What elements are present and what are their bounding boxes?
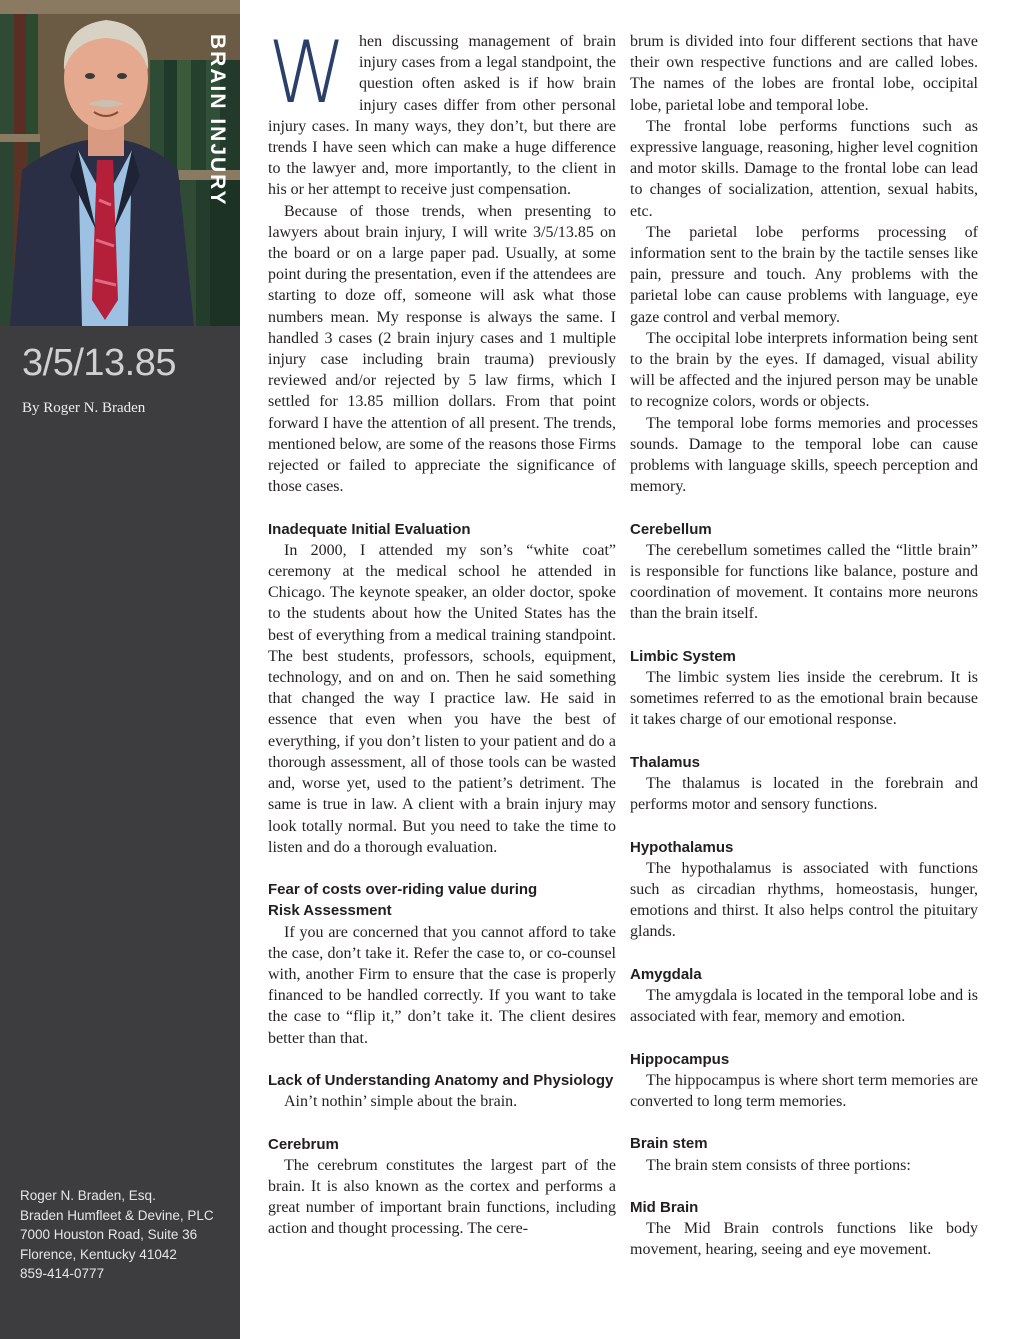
section-label: BRAIN INJURY [206,34,229,207]
author-sidebar [0,0,240,1339]
heading-hypothalamus: Hypothalamus [630,838,734,856]
heading-cerebellum: Cerebellum [630,520,712,538]
author-contact-block [20,1186,214,1284]
byline: By Roger N. Braden [22,400,146,416]
heading-fear-of-costs [268,879,616,921]
paragraph: The temporal lobe forms memories and processes sounds. Damage to the temporal lobe can cause problems with language skills, speech perception and memory. [630,414,978,496]
author-firm: Braden Humfleet & Devine, PLC [20,1207,214,1223]
author-name: Roger N. Braden, Esq. [20,1188,156,1203]
heading-hippocampus: Hippocampus [630,1050,730,1068]
drop-cap: W [268,23,347,123]
heading-amygdala: Amygdala [630,965,702,983]
paragraph: Ain’t nothin’ simple about the brain. [284,1093,518,1111]
paragraph: The Mid Brain controls functions like body movement, hearing, seeing and eye movement. [630,1220,978,1259]
paragraph: The occipital lobe interprets information being sent to the brain by the eyes. If damaged, visual ability will be affected and the injured person may be unable to recognize colors, words or objects. [630,329,978,411]
author-street: 7000 Houston Road, Suite 36 [20,1227,198,1243]
heading-anatomy: Lack of Understanding Anatomy and Physiology [268,1071,614,1089]
author-city: Florence, Kentucky 41042 [20,1246,177,1262]
intro-paragraph [268,23,616,201]
paragraph: Because of those trends, when presenting to lawyers about brain injury, I will write 3/5/13.85 on the board or on a large paper pad. Usually, at some point during the presentation, even if the attendees are starting to doze off, someone will ask what those numbers mean. My response is always the same. I handled 3 cases (2 brain injury cases and 1 multiple injury case including brain trauma) previously reviewed and/or rejected by 5 law firms, which I settled for 13.85 million dollars. From that point forward I have the attention of all present. The trends, mentioned below, are some of the reasons those Firms rejected or failed to appreciate the significance of those cases. [268,202,616,496]
paragraph: In 2000, I attended my son’s “white coat” ceremony at the medical school he attended in Chicago. The keynote speaker, an older doctor, spoke to the students about how the United States has the best of everything from a medical training standpoint. The best students, professors, schools, equipment, technology, and on and on. Then he said something that changed the way I practice law. He said in essence that even when you have the best of everything, if you don’t listen to your patient and do a thorough assessment, all of those tools can be wasted and, worse yet, used to the patient’s detriment. The same is true in law. A client with a brain injury may look totally normal. But you need to take the time to listen and do a thorough evaluation. [268,541,616,856]
paragraph: The limbic system lies inside the cerebrum. It is sometimes referred to as the emotional brain because it takes charge of our emotional response. [630,669,978,729]
paragraph: The hippocampus is where short term memories are converted to long term memories. [630,1071,978,1111]
heading-line: Risk Assessment [268,902,392,920]
paragraph: The hypothalamus is associated with functions such as circadian rhythms, homeostasis, hunger, emotions and thirst. It also helps control the pituitary glands. [630,859,978,941]
heading-limbic-system: Limbic System [630,647,736,665]
author-phone: 859-414-0777 [20,1266,105,1282]
heading-mid-brain: Mid Brain [630,1199,699,1217]
author-photo [0,0,240,326]
heading-initial-evaluation: Inadequate Initial Evaluation [268,520,471,538]
heading-cerebrum: Cerebrum [268,1135,339,1153]
paragraph: The brain stem consists of three portions: [646,1156,911,1174]
heading-thalamus: Thalamus [630,753,701,771]
intro-text: hen discussing management of brain injury cases from a legal standpoint, the question often asked is if how brain injury cases differ from other personal injury cases. In many ways, they don’t, but there are trends I have seen which can make a huge difference to the lawyer and, more importantly, to the client in his or her attempt to receive just compensation. [268,33,616,199]
paragraph: The frontal lobe performs functions such as expressive language, reasoning, higher level cognition and motor skills. Damage to the frontal lobe can lead to changes of socialization, attention, sexual habits, etc. [630,117,978,220]
article-column-1 [268,23,616,1240]
heading-line: Fear of costs over-riding value during [268,881,538,899]
paragraph-cerebrum: The cerebrum constitutes the largest part of the brain. It is also known as the cortex and performs a great number of important brain functions, including action and thought processing. The cere- [268,1156,616,1238]
paragraph: The cerebellum sometimes called the “little brain” is responsible for functions like balance, posture and coordination of movement. It contains more neurons than the brain itself. [630,541,978,623]
article-column-2 [630,31,978,1261]
paragraph: The parietal lobe performs processing of information sent to the brain by the tactile senses like pain, pressure and touch. Any problems with the parietal lobe can cause problems with language, eye gaze control and verbal memory. [630,223,978,326]
heading-brain-stem: Brain stem [630,1135,708,1153]
paragraph: The amygdala is located in the temporal lobe and is associated with fear, memory and emotion. [630,987,978,1026]
paragraph-cerebrum-cont: brum is divided into four different sections that have their own respective functions and are called lobes. The names of the lobes are frontal lobe, occipital lobe, parietal lobe and temporal lobe. [630,33,978,114]
paragraph: The thalamus is located in the forebrain and performs motor and sensory functions. [630,775,978,814]
paragraph: If you are concerned that you cannot afford to take the case, don’t take it. Refer the case to, or co-counsel with, another Firm to ensure that the case is properly financed to be handled correctly. If you want to take the case to “flip it,” don’t take it. The client desires better than that. [268,923,616,1047]
article-title: 3/5/13.85 [22,342,176,384]
